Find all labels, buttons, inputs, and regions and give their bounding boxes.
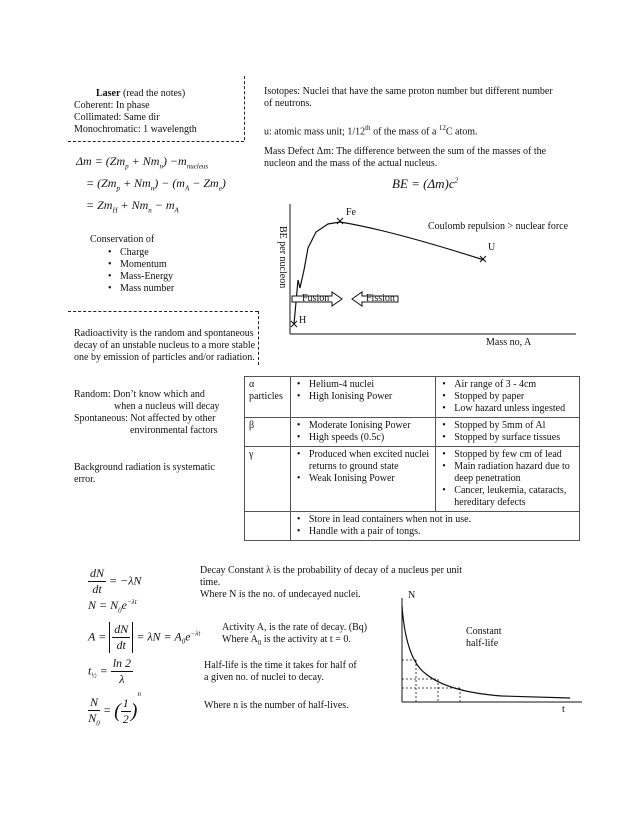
list-item: • Helium-4 nuclei (295, 379, 431, 391)
table-row (245, 377, 580, 418)
activity-def-2: Where $A_0$ is the activity at t = 0. (222, 634, 351, 647)
random-def-1: Random: Don’t know which and (74, 389, 205, 400)
laser-line-coherent: Coherent: In phase (74, 100, 150, 111)
be-curve (294, 222, 484, 324)
list-item: • Stopped by paper (440, 391, 575, 403)
isotopes-line-1: Isotopes: Nuclei that have the same proton number but different number (264, 86, 553, 97)
laser-line-monochromatic: Monochromatic: 1 wavelength (74, 124, 197, 135)
table-row (245, 447, 580, 512)
radioactivity-definition: Radioactivity is the random and spontaneous decay of an unstable nucleus to a more stable one by emission of particles and/or radiation. (74, 328, 256, 363)
fusion-label: Fusion (302, 293, 330, 304)
list-item: • Stopped by surface tissues (440, 432, 575, 444)
table-cell (290, 377, 435, 418)
half-life-def-1: Half-life is the time it takes for half of (204, 660, 357, 671)
decay-curve-graph (392, 596, 588, 708)
half-life-def-2: a given no. of nuclei to decay. (204, 672, 324, 683)
decay-rate-equation: $\frac{dN}{dt}$ = −λN (90, 566, 142, 596)
constant-half-life-label-1: Constant (466, 626, 502, 637)
decay-constant-def-2: time. (200, 577, 221, 588)
mass-defect-def-1: Mass Defect Δm: The difference between the sum of the masses of the (264, 146, 547, 157)
table-cell: β (245, 418, 291, 447)
decay-law-equation: $N = N_0e^{-\lambda t}$ (88, 598, 137, 615)
list-item: • Low hazard unless ingested (440, 403, 575, 415)
half-lives-equation: $\frac{N}{N_0}$ = ( $\frac{1}{2}$ )$^n$ (88, 690, 141, 728)
table-row (245, 512, 580, 541)
x-axis-label: Mass no, A (486, 337, 532, 348)
list-item: • High Ionising Power (295, 391, 431, 403)
list-item: • Produced when excited nuclei returns to ground state (295, 449, 431, 473)
conservation-title: Conservation of (90, 234, 155, 245)
half-life-guides (402, 660, 460, 702)
y-axis-label: BE per nucleon (277, 226, 288, 289)
activity-equation: A = $\frac{dN}{dt}$ = $\lambda N = A_0e^{-\lambda t}$ (88, 622, 201, 652)
background-2: error. (74, 474, 96, 485)
conservation-list (106, 247, 174, 295)
laser-title-line (96, 88, 185, 100)
decay-curve (402, 606, 570, 698)
fe-marker (337, 218, 343, 224)
binding-energy-equation: BE = $(\Delta m)c^2$ (392, 176, 459, 191)
list-item: • Handle with a pair of tongs. (295, 526, 575, 538)
table-cell: α particles (245, 377, 291, 418)
list-item: • Charge (106, 247, 174, 259)
equation-2: = $(Zm_p + Nm_n) - (m_A - Zm_e)$ (86, 176, 226, 193)
table-cell (290, 418, 435, 447)
table-cell (436, 447, 580, 512)
fission-label: Fission (366, 293, 395, 304)
half-life-equation: $t_{\frac{1}{2}}$ = $\frac{\ln 2}{\lambda}$ (88, 656, 132, 686)
divider (244, 76, 245, 140)
list-item: • Store in lead containers when not in use. (295, 514, 575, 526)
equation-1: $\Delta m = (Zm_p + Nm_n) -m_{nucleus}$ (76, 154, 209, 171)
list-item: • Main radiation hazard due to deep penetration (440, 461, 575, 485)
divider (68, 141, 244, 142)
radiation-table (244, 376, 580, 541)
random-def-2: when a nucleus will decay (114, 401, 220, 412)
activity-def-1: Activity A, is the rate of decay. (Bq) (222, 622, 368, 633)
spontaneous-def-2: environmental factors (130, 425, 218, 436)
half-lives-def: Where n is the number of half-lives. (204, 700, 349, 711)
constant-half-life-label-2: half-life (466, 638, 499, 649)
list-item: • Weak Ionising Power (295, 473, 431, 485)
list-item: • Cancer, leukemia, cataracts, hereditary defects (440, 485, 575, 509)
decay-graph-t-label: t (562, 704, 565, 715)
spontaneous-def-1: Spontaneous: Not affected by other (74, 413, 216, 424)
table-cell: γ (245, 447, 291, 512)
list-item: • Moderate Ionising Power (295, 420, 431, 432)
divider (68, 311, 258, 312)
list-item: • Stopped by few cm of lead (440, 449, 575, 461)
list-item: • Stopped by 5mm of Al (440, 420, 575, 432)
laser-title: Laser (96, 88, 121, 99)
list-item: • High speeds (0.5c) (295, 432, 431, 444)
decay-graph-n-label: N (408, 590, 416, 601)
table-cell (290, 512, 579, 541)
decay-constant-def-1: Decay Constant λ is the probability of decay of a nucleus per unit (200, 565, 462, 576)
table-cell (436, 418, 580, 447)
list-item: • Mass number (106, 283, 174, 295)
table-cell (290, 447, 435, 512)
amu-definition: u: atomic mass unit; 1/12th of the mass of a $^{12}$C atom. (264, 124, 478, 138)
equation-3: = $Zm_H + Nm_n - m_A$ (86, 198, 179, 215)
list-item: • Momentum (106, 259, 174, 271)
list-item: • Mass-Energy (106, 271, 174, 283)
background-1: Background radiation is systematic (74, 462, 215, 473)
decay-constant-def-3: Where N is the no. of undecayed nuclei. (200, 589, 361, 600)
h-label: H (299, 315, 307, 326)
isotopes-line-2: of neutrons. (264, 98, 312, 109)
u-label: U (488, 242, 496, 253)
table-row (245, 418, 580, 447)
coulomb-label: Coulomb repulsion > nuclear force (428, 221, 569, 232)
table-cell (436, 377, 580, 418)
laser-line-collimated: Collimated: Same dir (74, 112, 160, 123)
list-item: • Air range of 3 - 4cm (440, 379, 575, 391)
table-cell (245, 512, 291, 541)
fe-label: Fe (346, 207, 356, 218)
mass-defect-def-2: nucleon and the mass of the actual nucleus. (264, 158, 438, 169)
laser-note: (read the notes) (122, 88, 186, 99)
